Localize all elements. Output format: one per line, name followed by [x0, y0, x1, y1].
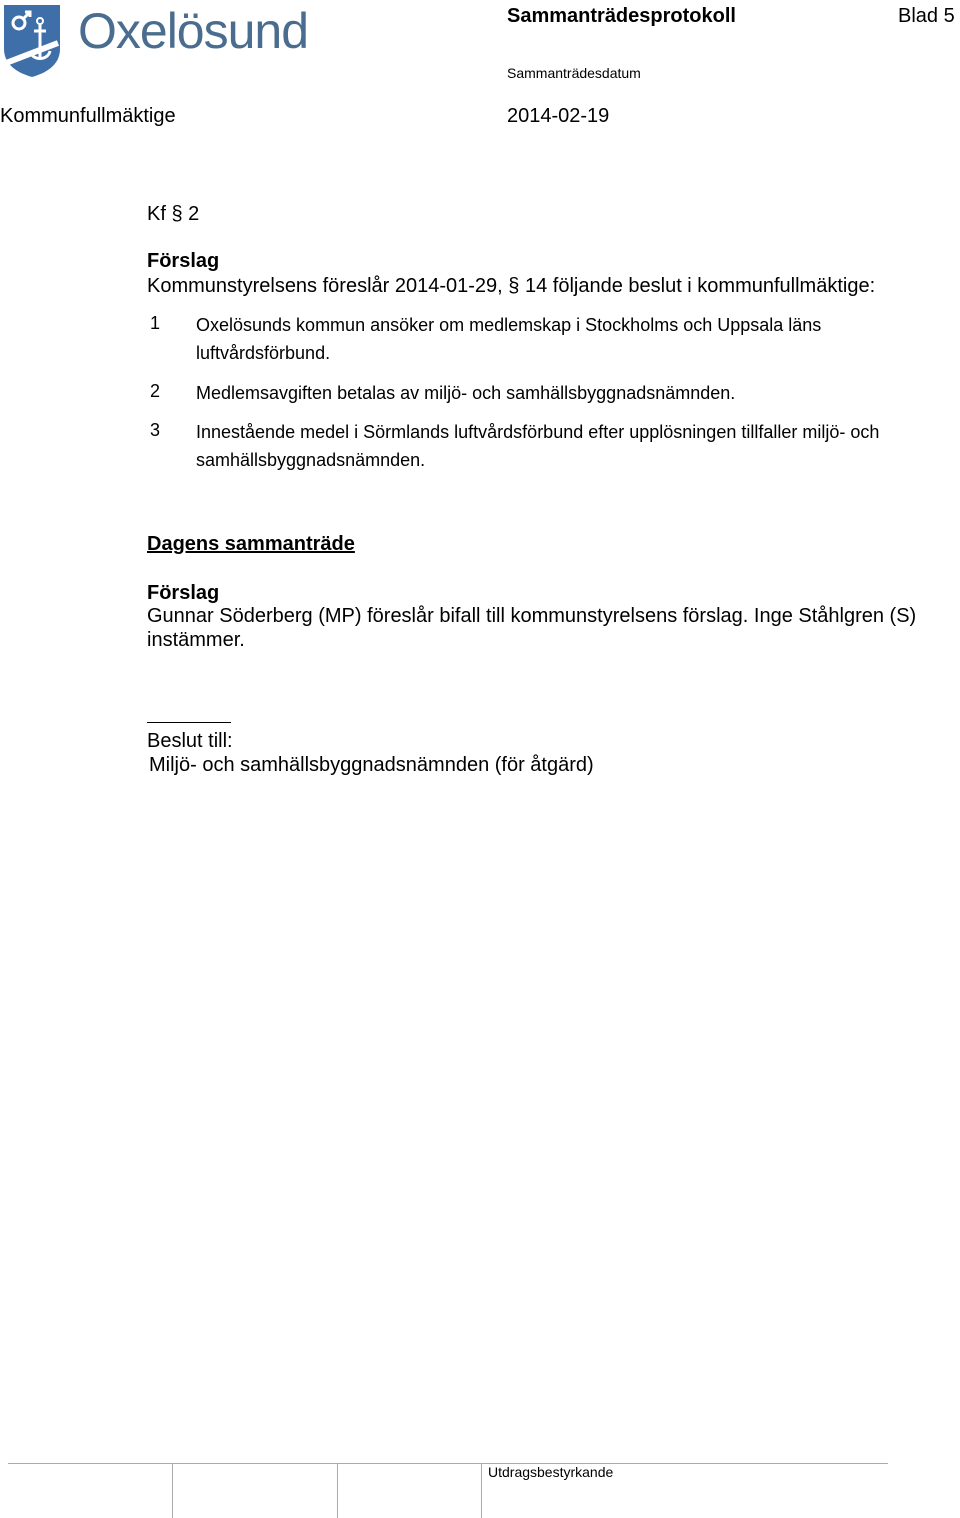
decision-recipient: Miljö- och samhällsbyggnadsnämnden (för åtgärd)	[149, 754, 594, 776]
meeting-proposal-text: Gunnar Söderberg (MP) föreslår bifall till kommunstyrelsens förslag. Inge Ståhlgren (S) instämmer.	[147, 605, 917, 651]
footer-divider	[8, 1463, 888, 1464]
municipal-shield-icon	[2, 3, 62, 79]
page-number: Blad 5	[898, 5, 955, 27]
list-item: Medlemsavgiften betalas av miljö- och samhällsbyggnadsnämnden.	[196, 383, 736, 403]
footer-label: Utdragsbestyrkande	[488, 1464, 614, 1480]
meeting-body: Kommunfullmäktige	[0, 105, 176, 127]
logo-text: Oxelösund	[78, 3, 309, 59]
list-item: Innestående medel i Sörmlands luftvårdsförbund efter upplösningen tillfaller miljö- och samhällsbyggnadsnämnden.	[196, 422, 880, 470]
meeting-section-heading: Dagens sammanträde	[147, 533, 355, 555]
signature-box-divider	[172, 1463, 173, 1518]
date-label: Sammanträdesdatum	[507, 65, 641, 81]
signature-box-divider	[337, 1463, 338, 1518]
item-number: 2	[150, 381, 161, 401]
proposal-intro: Kommunstyrelsens föreslår 2014-01-29, § 14 följande beslut i kommunfullmäktige:	[147, 275, 876, 297]
item-number: 3	[150, 420, 161, 440]
signature-box-divider	[481, 1463, 482, 1518]
meeting-date: 2014-02-19	[507, 105, 610, 127]
proposal-heading: Förslag	[147, 250, 220, 272]
meeting-proposal-heading: Förslag	[147, 582, 220, 604]
item-number: 1	[150, 313, 161, 333]
document-title: Sammanträdesprotokoll	[507, 5, 736, 27]
decision-rule	[147, 722, 231, 723]
decision-label: Beslut till:	[147, 730, 233, 752]
list-item: Oxelösunds kommun ansöker om medlemskap i Stockholms och Uppsala läns luftvårdsförbund.	[196, 315, 822, 363]
section-id: Kf § 2	[147, 203, 200, 225]
